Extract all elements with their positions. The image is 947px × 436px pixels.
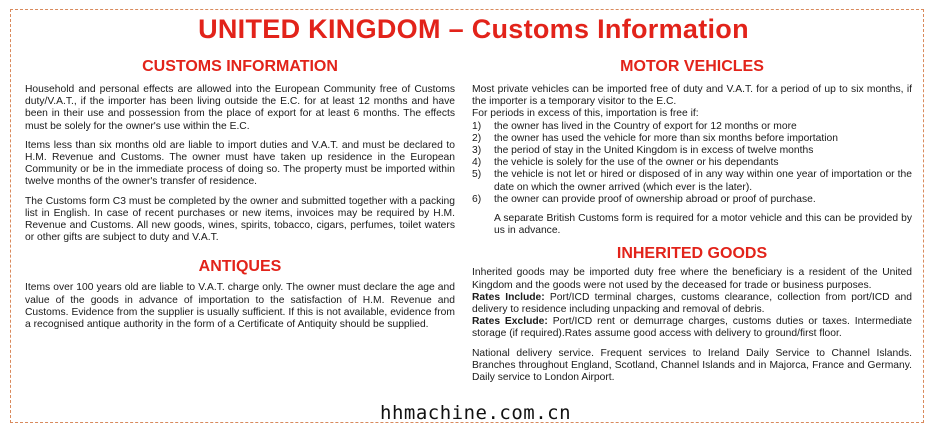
list-item: 5) the vehicle is not let or hired or disposed of in any way within one year of importation or the date on which the owner arrived (which ever is the later). [472, 169, 912, 193]
antiques-heading: ANTIQUES [198, 258, 282, 276]
list-item: 3) the period of stay in the United Kingdom is in excess of twelve months [472, 145, 814, 157]
inherited-paragraph: Inherited goods may be imported duty free where the beneficiary is a resident of the United Kingdom and the goods were not used by the deceased for trade or business purposes. [472, 267, 912, 291]
antiques-paragraph: Items over 100 years old are liable to V.A.T. charge only. The owner must declare the age and value of the goods in advance of importation to the satisfaction of H.M. Revenue and Customs. Evidence from the supplier is usually sufficient. If this is not available, evidence from a recognised antique authority in the form of a Certificate of Antiquity should be supplied. [25, 282, 455, 331]
list-item: 6) the owner can provide proof of ownership abroad or proof of purchase. [472, 193, 816, 205]
customs-heading: CUSTOMS INFORMATION [142, 58, 338, 75]
motor-conditions-list [472, 121, 912, 206]
left-column [25, 58, 455, 331]
rates-include-text: Port/ICD terminal charges, customs clearance, collection from port/ICD and delivery to residence including unpacking and removal of debris. [472, 291, 912, 316]
list-item: 4) the vehicle is solely for the use of the owner or his dependants [472, 157, 779, 169]
delivery-service-paragraph: National delivery service. Frequent services to Ireland Daily Service to Channel Islands. Branches throughout England, Scotland, Channel Islands and in Majorca, France and Germany. Daily service to London Airport. [472, 347, 912, 384]
motor-paragraph-2: For periods in excess of this, importation is free if: [472, 108, 699, 120]
customs-paragraph-3: The Customs form C3 must be completed by the owner and submitted together with a packing list in English. In case of recent purchases or new items, invoices may be required by H.M. Revenue and Customs. All new goods, wines, spirits, tobacco, cigars, perfumes, toilet waters or other gifts are subject to duty and V.A.T. [25, 195, 455, 244]
rates-include [472, 292, 912, 316]
page-title: UNITED KINGDOM – Customs Information [198, 14, 749, 44]
motor-heading: MOTOR VEHICLES [620, 58, 764, 75]
list-item: 1) the owner has lived in the Country of export for 12 months or more [472, 120, 797, 132]
inherited-heading: INHERITED GOODS [616, 245, 768, 263]
rates-exclude-text: Port/ICD rent or demurrage charges, customs duties or taxes. Intermediate storage (if required).Rates assume good access with delivery to ground/first floor. [472, 316, 912, 340]
rates-exclude [472, 316, 912, 340]
rates-include-label: Rates Include: [472, 291, 545, 303]
motor-paragraph-1: Most private vehicles can be imported free of duty and V.A.T. for a period of up to six months, if the importer is a temporary visitor to the E.C. [472, 84, 912, 108]
motor-note: A separate British Customs form is required for a motor vehicle and this can be provided by us in advance. [494, 213, 912, 237]
list-item: 2) the owner has used the vehicle for more than six months before importation [472, 132, 838, 144]
rates-exclude-label: Rates Exclude: [472, 316, 548, 328]
right-column [472, 58, 912, 384]
watermark: hhmachine.com.cn [380, 402, 572, 424]
customs-paragraph-1: Household and personal effects are allowed into the European Community free of Customs duty/V.A.T., if the importer has been living outside the E.C. for at least 12 months and have been in their use and possession from the place of export for at least 6 months. The effects must be solely for the owner's use within the E.C. [25, 84, 455, 132]
customs-paragraph-2: Items less than six months old are liable to import duties and V.A.T. and must be declared to H.M. Revenue and Customs. The owner must have taken up residence in the European Community or be in the immediate process of doing so. The property must be imported within twelve months of the owner's transfer of residence. [25, 139, 455, 188]
